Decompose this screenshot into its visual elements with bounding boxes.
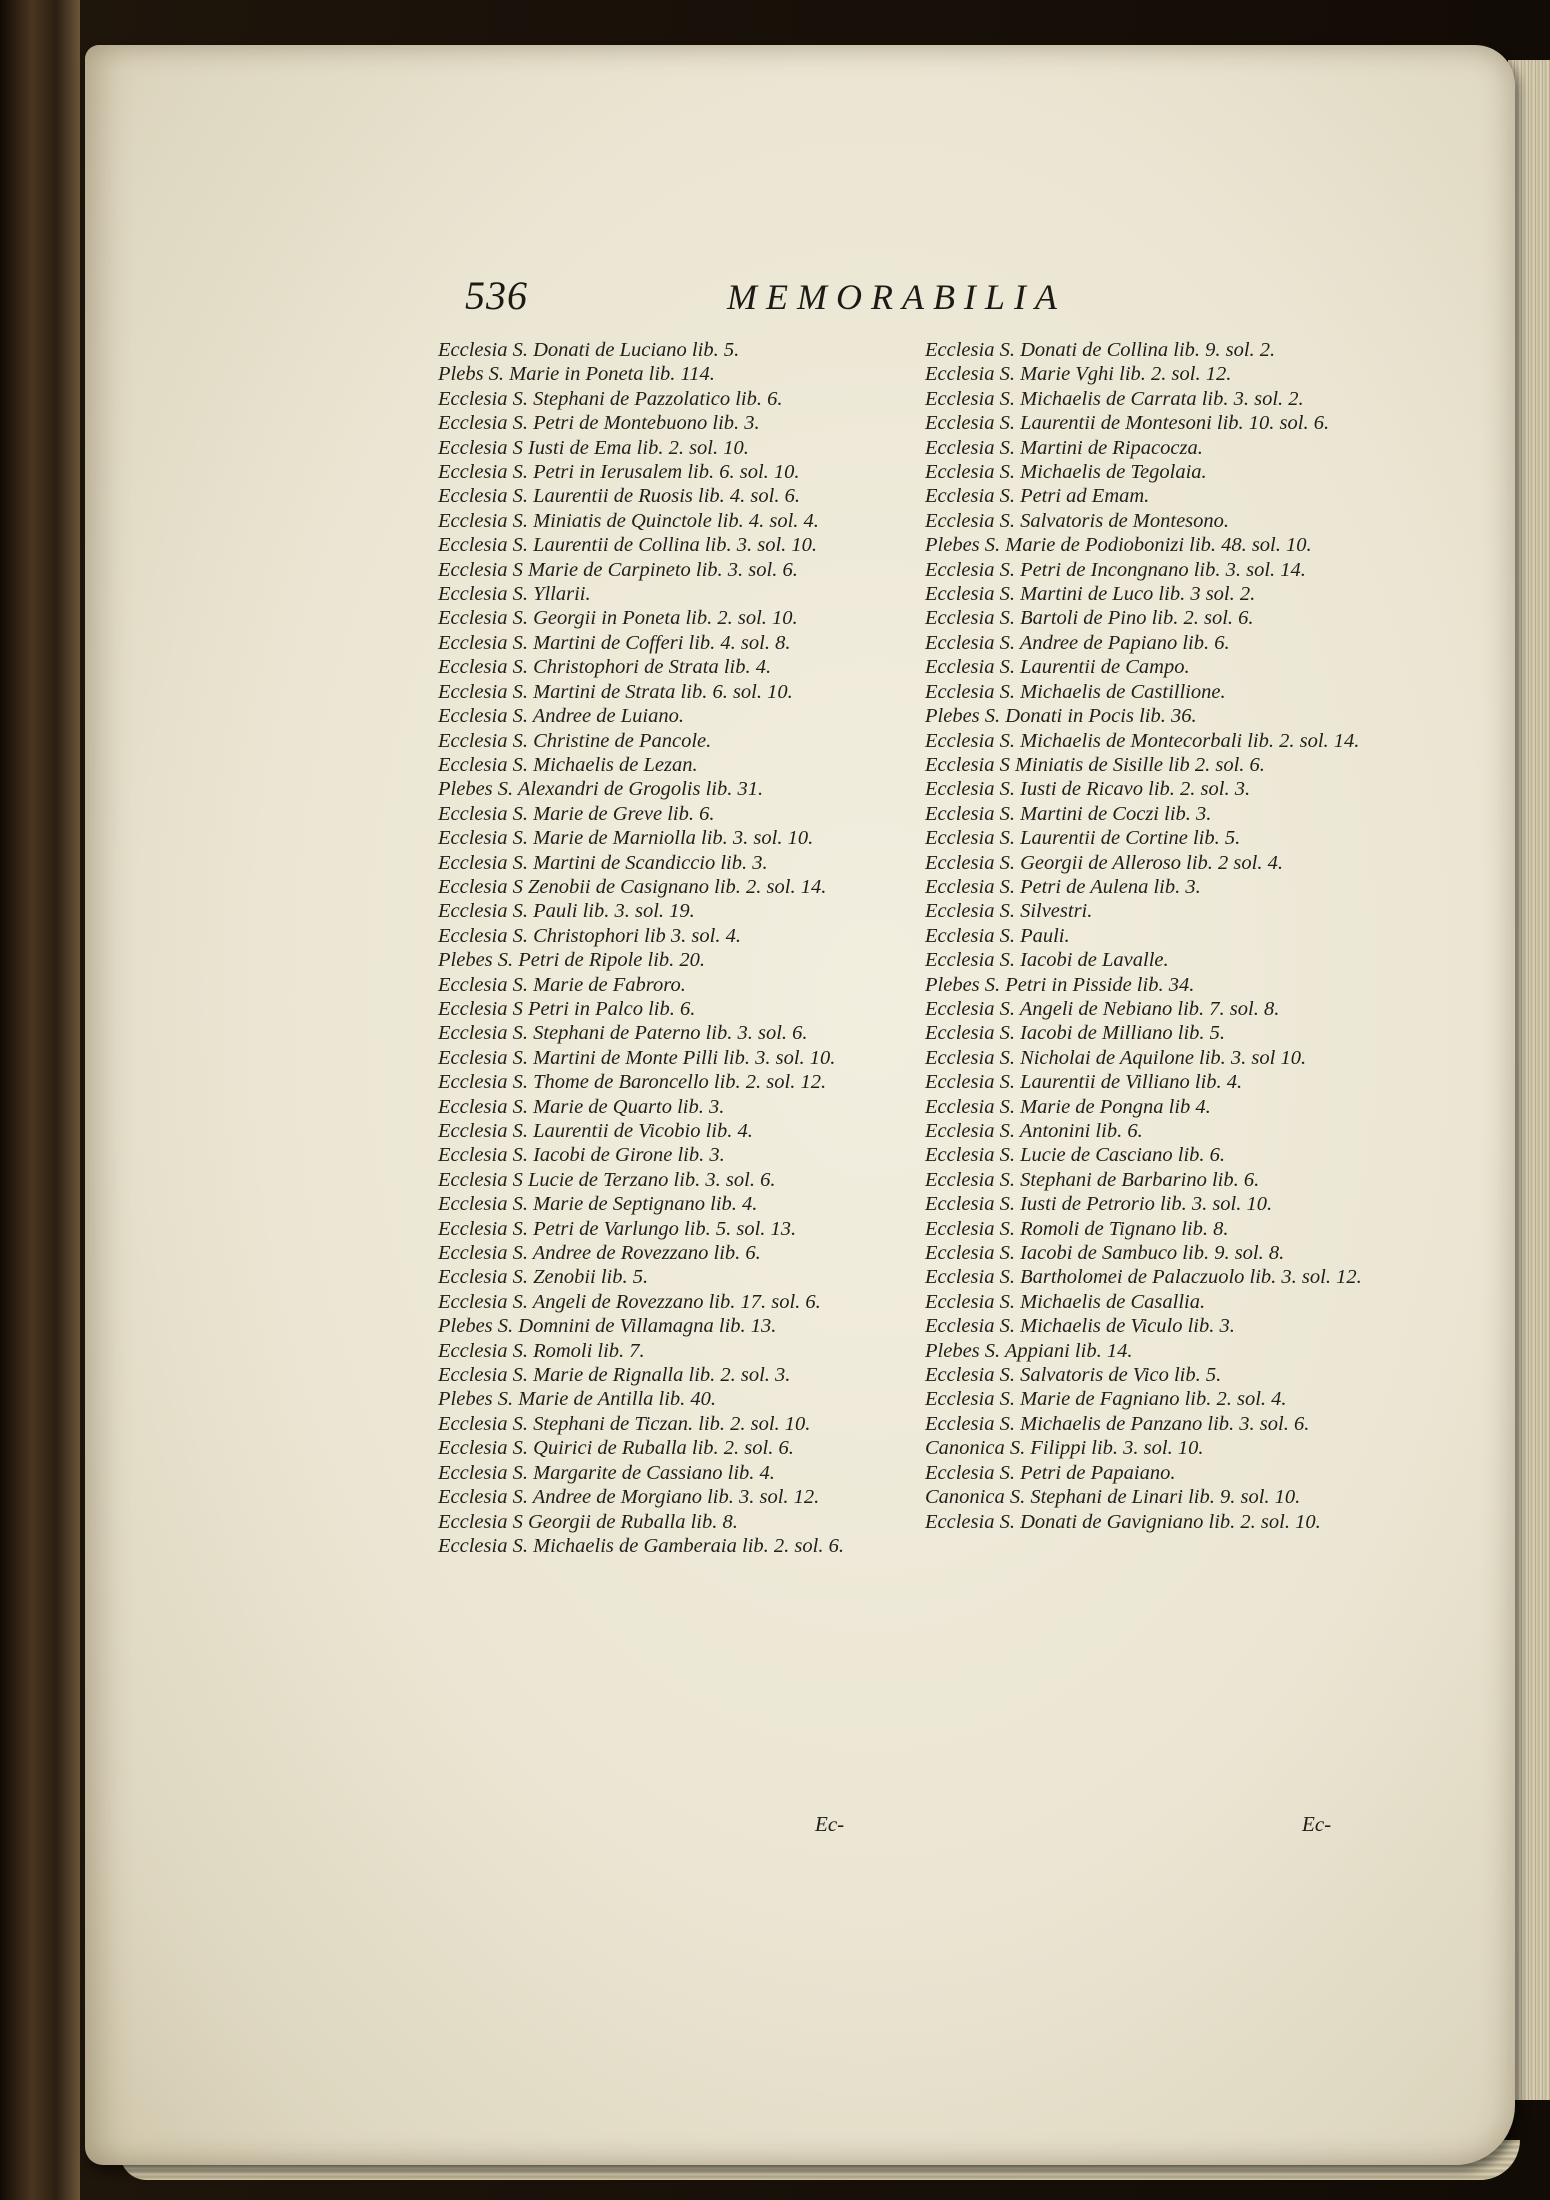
- register-entry: Ecclesia S. Marie de Rignalla lib. 2. sol. 3.: [438, 1364, 791, 1387]
- register-entry: Ecclesia S. Michaelis de Lezan.: [438, 753, 698, 776]
- register-entry: Ecclesia S. Georgii in Poneta lib. 2. sol. 10.: [438, 607, 798, 630]
- register-entry: Ecclesia S. Iusti de Petrorio lib. 3. sol. 10.: [925, 1193, 1273, 1216]
- register-entry: Ecclesia S. Yllarii.: [438, 583, 591, 606]
- left-column: [438, 338, 918, 1558]
- register-entry: Ecclesia S. Marie de Greve lib. 6.: [438, 802, 715, 825]
- register-entry: Ecclesia S. Marie de Quarto lib. 3.: [438, 1095, 725, 1118]
- register-entry: Ecclesia S. Romoli lib. 7.: [438, 1339, 645, 1362]
- register-entry: Ecclesia S. Martini de Ripacocza.: [925, 436, 1203, 459]
- register-entry: Ecclesia S. Antonini lib. 6.: [925, 1120, 1143, 1142]
- register-entry: Ecclesia S. Nicholai de Aquilone lib. 3. sol 10.: [925, 1046, 1307, 1069]
- register-entry: Ecclesia S. Michaelis de Panzano lib. 3. sol. 6.: [925, 1412, 1310, 1435]
- register-entry: Ecclesia S. Silvestri.: [925, 900, 1093, 923]
- register-entry: Ecclesia S. Martini de Luco lib. 3 sol. 2.: [925, 583, 1256, 606]
- register-entry: Plebes S. Alexandri de Grogolis lib. 31.: [438, 778, 764, 801]
- register-entry: Ecclesia S. Martini de Scandiccio lib. 3.: [438, 851, 768, 874]
- register-entry: Ecclesia S. Petri ad Emam.: [925, 485, 1150, 508]
- register-entry: Ecclesia S. Miniatis de Quinctole lib. 4. sol. 4.: [438, 509, 819, 532]
- register-entry: Ecclesia S. Laurentii de Montesoni lib. 10. sol. 6.: [925, 412, 1330, 435]
- register-entry: Ecclesia S. Angeli de Rovezzano lib. 17. sol. 6.: [438, 1290, 821, 1313]
- register-entry: Ecclesia S. Andree de Morgiano lib. 3. sol. 12.: [438, 1486, 820, 1509]
- register-entry: Ecclesia S. Salvatoris de Montesono.: [925, 509, 1230, 532]
- register-entry: Ecclesia S. Laurentii de Ruosis lib. 4. sol. 6.: [438, 485, 800, 508]
- register-entry: Ecclesia S. Michaelis de Castillione.: [925, 680, 1226, 703]
- register-entry: Ecclesia S. Michaelis de Tegolaia.: [925, 461, 1207, 484]
- register-entry: Ecclesia S. Stephani de Pazzolatico lib. 6.: [438, 387, 783, 410]
- register-entry: Ecclesia S. Stephani de Ticzan. lib. 2. sol. 10.: [438, 1412, 811, 1435]
- register-entry: Ecclesia S. Georgii de Alleroso lib. 2 sol. 4.: [925, 851, 1283, 874]
- register-entry: Ecclesia S. Iacobi de Sambuco lib. 9. sol. 8.: [925, 1242, 1285, 1265]
- register-entry: Ecclesia S. Petri de Aulena lib. 3.: [925, 875, 1201, 898]
- register-entry: Ecclesia S. Laurentii de Campo.: [925, 656, 1190, 679]
- page-header: [465, 272, 1385, 332]
- register-entry: Ecclesia S. Petri de Incongnano lib. 3. sol. 14.: [925, 558, 1306, 581]
- register-entry: Ecclesia S. Donati de Luciano lib. 5.: [438, 339, 740, 361]
- register-entry: Ecclesia S. Marie de Marniolla lib. 3. sol. 10.: [438, 827, 814, 850]
- register-entry: Plebes S. Petri de Ripole lib. 20.: [438, 949, 706, 972]
- register-entry: Ecclesia S. Michaelis de Gamberaia lib. 2. sol. 6.: [438, 1534, 844, 1557]
- register-entry: Canonica S. Filippi lib. 3. sol. 10.: [925, 1437, 1204, 1460]
- register-entry: Ecclesia S. Martini de Cofferi lib. 4. sol. 8.: [438, 631, 791, 654]
- register-entry: Ecclesia S. Pauli lib. 3. sol. 19.: [438, 900, 695, 923]
- register-entry: Ecclesia S. Michaelis de Montecorbali lib. 2. sol. 14.: [925, 729, 1360, 752]
- register-entry: Ecclesia S Miniatis de Sisille lib 2. sol. 6.: [925, 753, 1265, 776]
- register-entry: Ecclesia S. Martini de Coczi lib. 3.: [925, 802, 1212, 825]
- register-entry: Ecclesia S. Petri de Varlungo lib. 5. sol. 13.: [438, 1217, 797, 1240]
- register-entry: Ecclesia S. Michaelis de Carrata lib. 3. sol. 2.: [925, 387, 1304, 410]
- register-entry: Ecclesia S. Bartoli de Pino lib. 2. sol. 6.: [925, 607, 1254, 630]
- catchword-left: Ec-: [815, 1812, 845, 1836]
- register-entry: Ecclesia S. Petri in Ierusalem lib. 6. sol. 10.: [438, 461, 800, 484]
- register-entry: Ecclesia S. Salvatoris de Vico lib. 5.: [925, 1364, 1222, 1387]
- register-entry: Ecclesia S. Andree de Rovezzano lib. 6.: [438, 1242, 761, 1265]
- register-entry: Plebs S. Marie in Poneta lib. 114.: [438, 363, 715, 386]
- register-entry: Ecclesia S. Quirici de Ruballa lib. 2. sol. 6.: [438, 1437, 794, 1460]
- register-entry: Ecclesia S. Donati de Gavigniano lib. 2. sol. 10.: [925, 1510, 1321, 1533]
- register-entry: Ecclesia S Marie de Carpineto lib. 3. sol. 6.: [438, 558, 798, 581]
- page-number: 536: [465, 273, 528, 318]
- register-entry: Ecclesia S. Marie Vghi lib. 2. sol. 12.: [925, 363, 1232, 386]
- register-entry: Ecclesia S. Marie de Fabroro.: [438, 973, 686, 996]
- book-spine: [0, 0, 80, 2200]
- register-entry: Ecclesia S. Laurentii de Vicobio lib. 4.: [438, 1120, 753, 1142]
- register-entry: Ecclesia S. Petri de Montebuono lib. 3.: [438, 412, 760, 435]
- register-entry: Ecclesia S. Lucie de Casciano lib. 6.: [925, 1144, 1226, 1167]
- register-entry: Ecclesia S. Pauli.: [925, 924, 1070, 947]
- register-entry: Plebes S. Petri in Pisside lib. 34.: [925, 973, 1195, 996]
- register-entry: Plebes S. Domnini de Villamagna lib. 13.: [438, 1315, 777, 1338]
- register-entry: Ecclesia S. Andree de Luiano.: [438, 705, 684, 728]
- register-entry: Ecclesia S. Michaelis de Casallia.: [925, 1290, 1206, 1313]
- right-column: [925, 338, 1395, 1534]
- register-entry: Ecclesia S. Angeli de Nebiano lib. 7. sol. 8.: [925, 997, 1280, 1020]
- register-entry: Ecclesia S Georgii de Ruballa lib. 8.: [438, 1510, 738, 1533]
- register-entry: Ecclesia S. Martini de Strata lib. 6. sol. 10.: [438, 680, 793, 703]
- register-entry: Ecclesia S. Andree de Papiano lib. 6.: [925, 631, 1230, 654]
- register-entry: Plebes S. Marie de Podiobonizi lib. 48. sol. 10.: [925, 534, 1312, 557]
- register-entry: Ecclesia S. Laurentii de Cortine lib. 5.: [925, 827, 1241, 850]
- register-entry: Ecclesia S. Christine de Pancole.: [438, 729, 712, 752]
- register-entry: Ecclesia S. Romoli de Tignano lib. 8.: [925, 1217, 1229, 1240]
- register-entry: Ecclesia S. Martini de Monte Pilli lib. 3. sol. 10.: [438, 1046, 836, 1069]
- register-entry: Ecclesia S. Bartholomei de Palaczuolo lib. 3. sol. 12.: [925, 1266, 1362, 1289]
- register-entry: Ecclesia S. Iacobi de Girone lib. 3.: [438, 1144, 725, 1167]
- register-entry: Ecclesia S Lucie de Terzano lib. 3. sol. 6.: [438, 1168, 776, 1191]
- register-entry: Ecclesia S. Thome de Baroncello lib. 2. sol. 12.: [438, 1071, 827, 1094]
- register-entry: Ecclesia S. Marie de Pongna lib 4.: [925, 1095, 1211, 1118]
- running-title: MEMORABILIA: [727, 277, 1066, 317]
- catchword-right: Ec-: [1302, 1812, 1332, 1836]
- register-entry: Ecclesia S. Laurentii de Collina lib. 3. sol. 10.: [438, 534, 818, 557]
- register-entry: Plebes S. Marie de Antilla lib. 40.: [438, 1388, 717, 1411]
- register-entry: Ecclesia S. Petri de Papaiano.: [925, 1461, 1176, 1484]
- register-entry: Ecclesia S. Iacobi de Milliano lib. 5.: [925, 1022, 1226, 1045]
- register-entry: Canonica S. Stephani de Linari lib. 9. sol. 10.: [925, 1486, 1301, 1509]
- register-entry: Ecclesia S Iusti de Ema lib. 2. sol. 10.: [438, 436, 749, 459]
- register-entry: Ecclesia S. Marie de Septignano lib. 4.: [438, 1193, 758, 1216]
- register-entry: Ecclesia S. Christophori de Strata lib. 4.: [438, 656, 772, 679]
- register-entry: Ecclesia S Zenobii de Casignano lib. 2. sol. 14.: [438, 875, 827, 898]
- register-entry: Ecclesia S. Stephani de Paterno lib. 3. sol. 6.: [438, 1022, 808, 1045]
- register-entry: Ecclesia S. Donati de Collina lib. 9. sol. 2.: [925, 339, 1276, 361]
- register-entry: Ecclesia S. Stephani de Barbarino lib. 6.: [925, 1168, 1260, 1191]
- register-entry: Ecclesia S. Zenobii lib. 5.: [438, 1266, 649, 1289]
- register-entry: Ecclesia S. Margarite de Cassiano lib. 4.: [438, 1461, 775, 1484]
- register-entry: Ecclesia S Petri in Palco lib. 6.: [438, 997, 696, 1020]
- register-entry: Ecclesia S. Michaelis de Viculo lib. 3.: [925, 1315, 1235, 1338]
- register-entry: Plebes S. Donati in Pocis lib. 36.: [925, 705, 1197, 728]
- register-entry: Ecclesia S. Iacobi de Lavalle.: [925, 949, 1169, 972]
- register-entry: Ecclesia S. Laurentii de Villiano lib. 4.: [925, 1071, 1243, 1094]
- register-entry: Ecclesia S. Christophori lib 3. sol. 4.: [438, 924, 741, 947]
- register-entry: Plebes S. Appiani lib. 14.: [925, 1339, 1133, 1362]
- register-entry: Ecclesia S. Marie de Fagniano lib. 2. sol. 4.: [925, 1388, 1287, 1411]
- register-entry: Ecclesia S. Iusti de Ricavo lib. 2. sol. 3.: [925, 778, 1251, 801]
